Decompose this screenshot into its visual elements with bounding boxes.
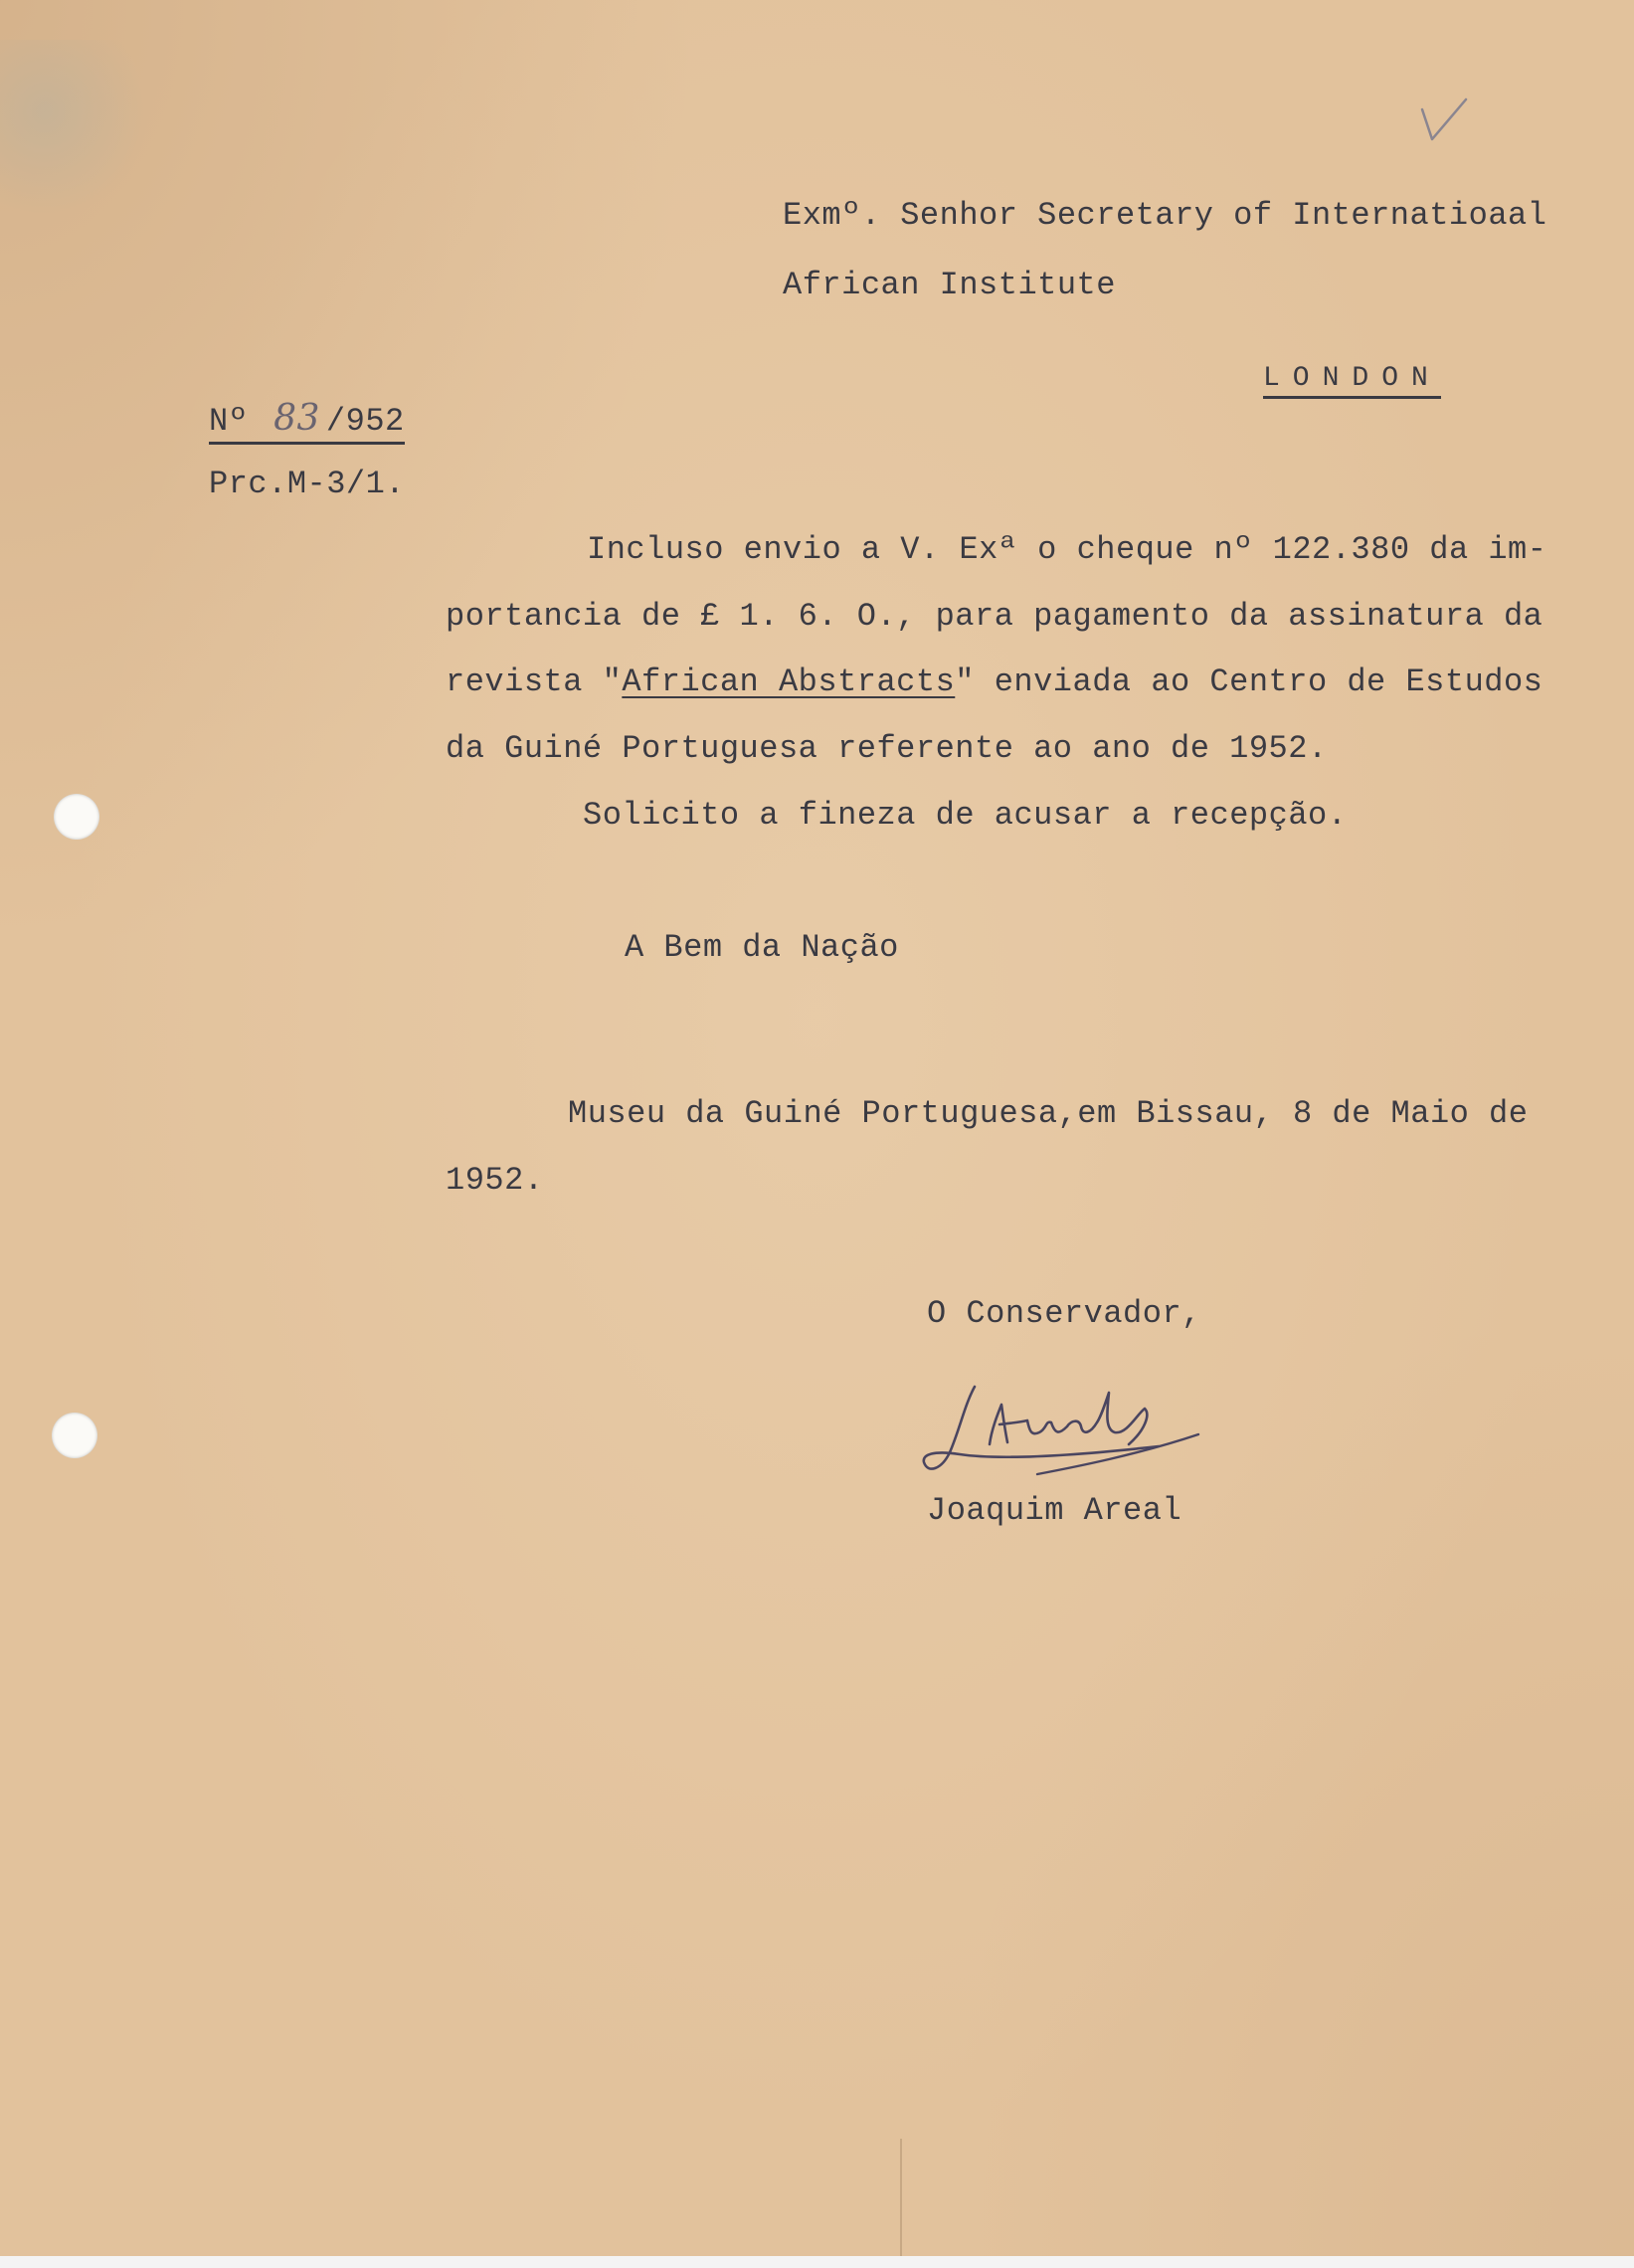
process-number: Prc.M-3/1. [209,466,406,502]
date-line-2: 1952. [446,1162,544,1199]
scan-margin [0,2256,1634,2268]
reference-number [209,398,405,445]
date-line-1: Museu da Guiné Portuguesa,em Bissau, 8 de Maio de [568,1095,1529,1132]
signer-role: O Conservador, [927,1295,1201,1332]
fold-crease [900,2139,902,2256]
punch-hole [52,1413,97,1458]
reference-prefix: Nº [209,403,249,440]
recipient-line-1: Exmº. Senhor Secretary of Internatioaal [783,197,1547,234]
paragraph-1-line-1: Incluso envio a V. Exª o cheque nº 122.380 da im- [587,531,1547,568]
paragraph-1-line-3-start: revista " [446,663,623,700]
closing-salutation: A Bem da Nação [625,929,899,966]
paragraph-1-line-3 [446,663,1543,700]
recipient-city: LONDON [1263,363,1441,399]
signature [920,1375,1208,1494]
paragraph-2: Solicito a fineza de acusar a recepção. [583,797,1348,834]
paragraph-1-line-3-end: " enviada ao Centro de Estudos [955,663,1543,700]
journal-title: African Abstracts [622,663,956,700]
check-mark-icon [1416,92,1476,151]
paragraph-1-line-2: portancia de £ 1. 6. O., para pagamento da assinatura da [446,598,1543,635]
signer-name: Joaquim Areal [927,1492,1182,1529]
paper-stain [0,40,149,219]
punch-hole [54,794,99,840]
reference-suffix: /952 [325,403,405,440]
reference-handwritten: 83 [273,398,320,439]
recipient-line-2: African Institute [783,267,1116,303]
paragraph-1-line-4: da Guiné Portuguesa referente ao ano de 1952. [446,730,1328,767]
